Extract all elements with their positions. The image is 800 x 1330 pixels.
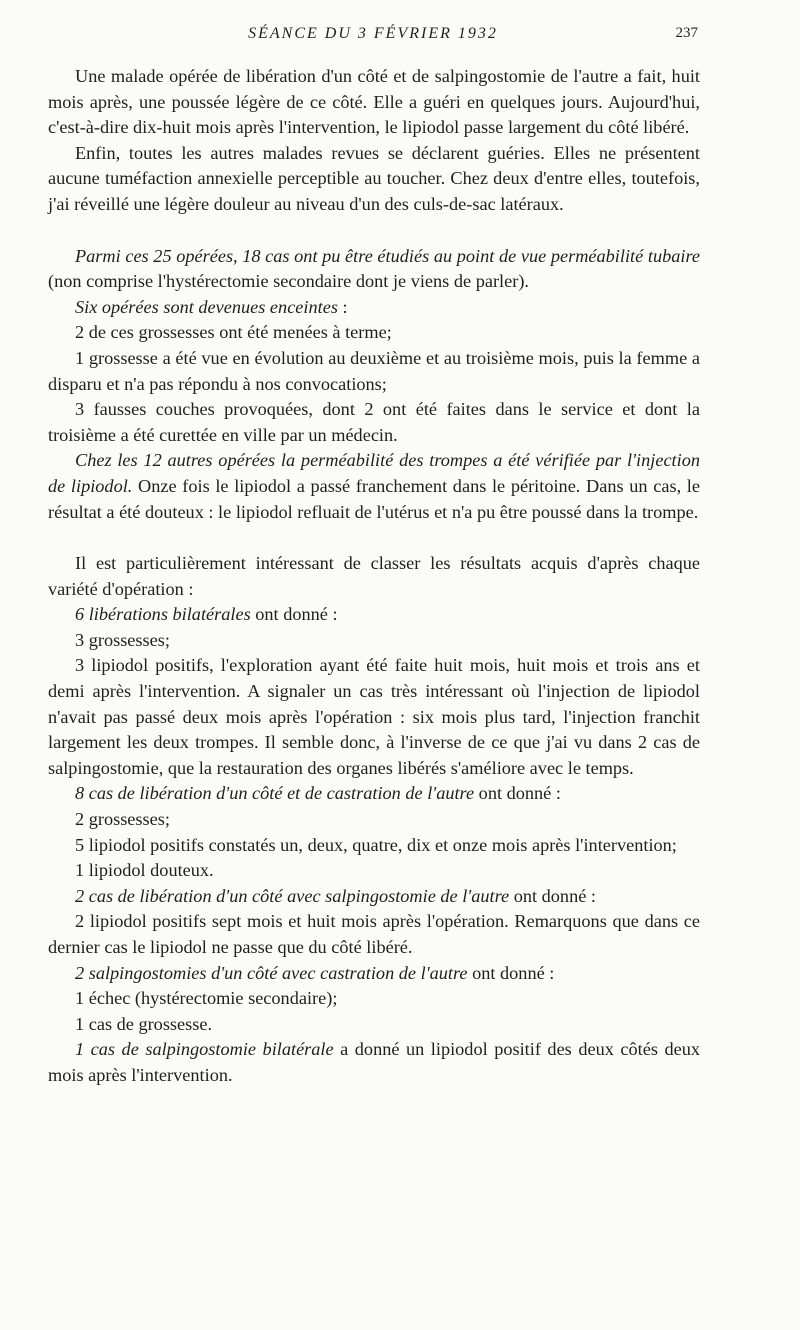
- paragraph: 3 fausses couches provoquées, dont 2 ont été faites dans le service et dont la troisième a été curettée en ville par un médecin.: [48, 399, 700, 445]
- paragraph: 1 cas de grossesse.: [75, 1013, 213, 1034]
- paragraph: Une malade opérée de libération d'un côté et de salpingostomie de l'autre a fait, huit mois après, une poussée légère de ce côté. Elle a guéri en quelques jours. Aujourd'hui, c'est-à-dire dix-huit mois après l'intervention, le lipiodol passe largement du côté libéré.: [48, 66, 700, 138]
- paragraph: Il est particulièrement intéressant de classer les résultats acquis d'après chaque variété d'opération :: [48, 553, 700, 599]
- page-header: [48, 22, 698, 48]
- paragraph: 2 de ces grossesses ont été menées à terme;: [75, 322, 392, 343]
- paragraph: 1 cas de salpingostomie bilatérale a donné un lipiodol positif des deux côtés deux mois après l'intervention.: [48, 1039, 700, 1085]
- paragraph: 2 grossesses;: [75, 809, 170, 830]
- paragraph: 1 grossesse a été vue en évolution au deuxième et au troisième mois, puis la femme a disparu et n'a pas répondu à nos convocations;: [48, 347, 700, 394]
- paragraph: 1 lipiodol douteux.: [75, 860, 214, 881]
- paragraph: 2 salpingostomies d'un côté avec castration de l'autre ont donné :: [75, 962, 555, 983]
- paragraph: Six opérées sont devenues enceintes :: [75, 296, 348, 317]
- paragraph: 5 lipiodol positifs constatés un, deux, quatre, dix et onze mois après l'intervention;: [75, 834, 677, 855]
- paragraph: Enfin, toutes les autres malades revues se déclarent guéries. Elles ne présentent aucune tuméfaction annexielle perceptible au toucher. Chez deux d'entre elles, toutefois, j'ai réveillé une légère douleur au niveau d'un des culs-de-sac latéraux.: [48, 142, 700, 214]
- paragraph: 2 lipiodol positifs sept mois et huit mois après l'opération. Remarquons que dans ce dernier cas le lipiodol ne passe que du côté libéré.: [48, 911, 700, 957]
- body-text: [48, 64, 700, 1089]
- page-number: 237: [675, 25, 698, 41]
- paragraph: Parmi ces 25 opérées, 18 cas ont pu être étudiés au point de vue perméabilité tubaire (non comprise l'hystérectomie secondaire dont je viens de parler).: [48, 245, 700, 292]
- paragraph: 2 cas de libération d'un côté avec salpingostomie de l'autre ont donné :: [75, 885, 596, 906]
- paragraph: 1 échec (hystérectomie secondaire);: [75, 988, 338, 1009]
- paragraph: 3 grossesses;: [75, 629, 170, 650]
- running-title: SÉANCE DU 3 FÉVRIER 1932: [248, 25, 498, 42]
- paragraph: 3 lipiodol positifs, l'exploration ayant été faite huit mois, huit mois et trois ans et demi après l'intervention. A signaler un cas très intéressant où l'injection de lipiodol n'avait pas passé deux mois après l'opération : six mois plus tard, l'injection franchit largement les deux trompes. Il semble donc, à l'inverse de ce que j'ai vu dans 2 cas de salpingostomie, que la restauration des organes libérés s'améliore avec le temps.: [48, 655, 700, 778]
- paragraph: 6 libérations bilatérales ont donné :: [75, 604, 338, 625]
- paragraph: Chez les 12 autres opérées la perméabilité des trompes a été vérifiée par l'injection de lipiodol. Onze fois le lipiodol a passé franchement dans le péritoine. Dans un cas, le résultat a été douteux : le lipiodol refluait de l'utérus et n'a pu être poussé dans la trompe.: [48, 450, 700, 522]
- paragraph: 8 cas de libération d'un côté et de castration de l'autre ont donné :: [75, 783, 561, 804]
